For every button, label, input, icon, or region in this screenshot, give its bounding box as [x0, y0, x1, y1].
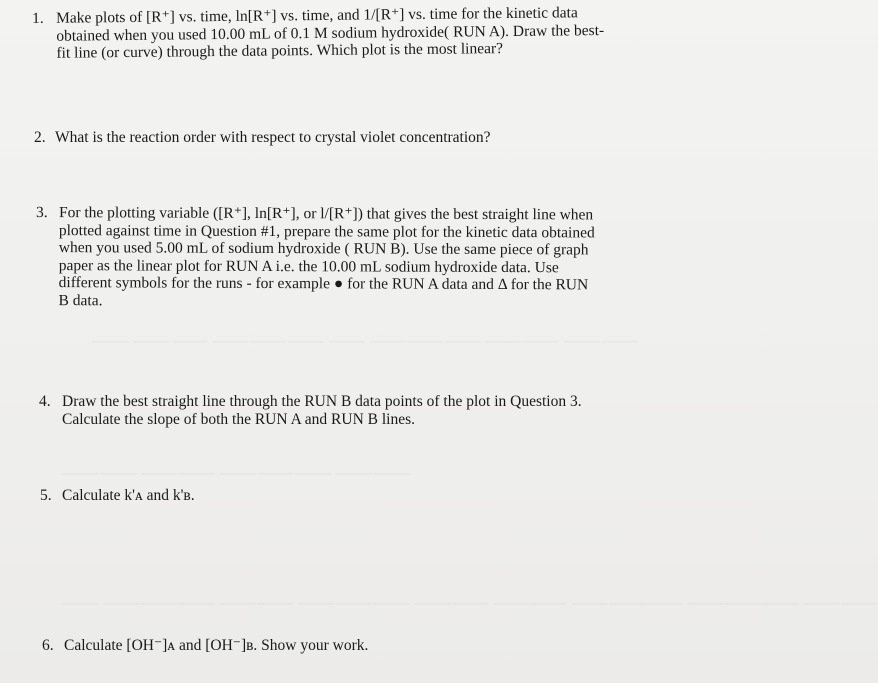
question-number: 1. — [32, 9, 44, 27]
question-line: plotted against time in Question #1, prepare the same plot for the kinetic data obtained — [58, 221, 595, 241]
question-number: 5. — [40, 487, 52, 504]
question-line: paper as the linear plot for RUN A i.e. the 10.00 mL sodium hydroxide data. Use — [58, 256, 559, 276]
question-line: B data. — [58, 291, 103, 309]
question-line: Make plots of [R⁺] vs. time, ln[R⁺] vs. time, and 1/[R⁺] vs. time for the kinetic data — [55, 4, 578, 27]
question-number: 3. — [35, 204, 48, 222]
question-line: obtained when you used 10.00 mL of 0.1 M sodium hydroxide( RUN A). Draw the best- — [56, 21, 605, 45]
question-line: Calculate k'ᴀ and k'ʙ. — [62, 487, 195, 504]
question-line: Draw the best straight line through the RUN B data points of the plot in Question 3. — [62, 393, 582, 410]
question-line: What is the reaction order with respect to crystal violet concentration? — [55, 129, 491, 146]
bleed-through-3: ⸻ ⸻⸻⸻ ⸻⸻ ⸻⸻⸻ ⸻⸻ ⸻⸻ ⸻⸻⸻ ⸻⸻⸻ ⸻⸻ — [62, 596, 878, 612]
question-line: Calculate the slope of both the RUN A and RUN B lines. — [62, 410, 416, 428]
question-number: 4. — [39, 393, 51, 410]
question-line: Calculate [OH⁻]ᴀ and [OH⁻]ʙ. Show your work. — [64, 637, 369, 654]
question-line: For the plotting variable ([R⁺], ln[R⁺], or l/[R⁺]) that gives the best straight line when — [58, 204, 594, 224]
question-line: when you used 5.00 mL of sodium hydroxide ( RUN B). Use the same piece of graph — [58, 239, 589, 259]
bleed-through-1: ⸻ ⸻⸻ ⸻⸻⸻ ⸻ ⸻⸻⸻ ⸻⸻ ⸻⸻ — [92, 334, 639, 350]
question-number: 6. — [42, 637, 54, 654]
question-line: different symbols for the runs - for example ● for the RUN A data and Δ for the RUN — [58, 274, 589, 294]
question-number: 2. — [34, 129, 46, 146]
question-line: fit line (or curve) through the data points. Which plot is the most linear? — [56, 40, 504, 62]
bleed-through-2: ⸻⸻ ⸻⸻ ⸻⸻⸻ ⸻⸻ — [62, 466, 411, 482]
